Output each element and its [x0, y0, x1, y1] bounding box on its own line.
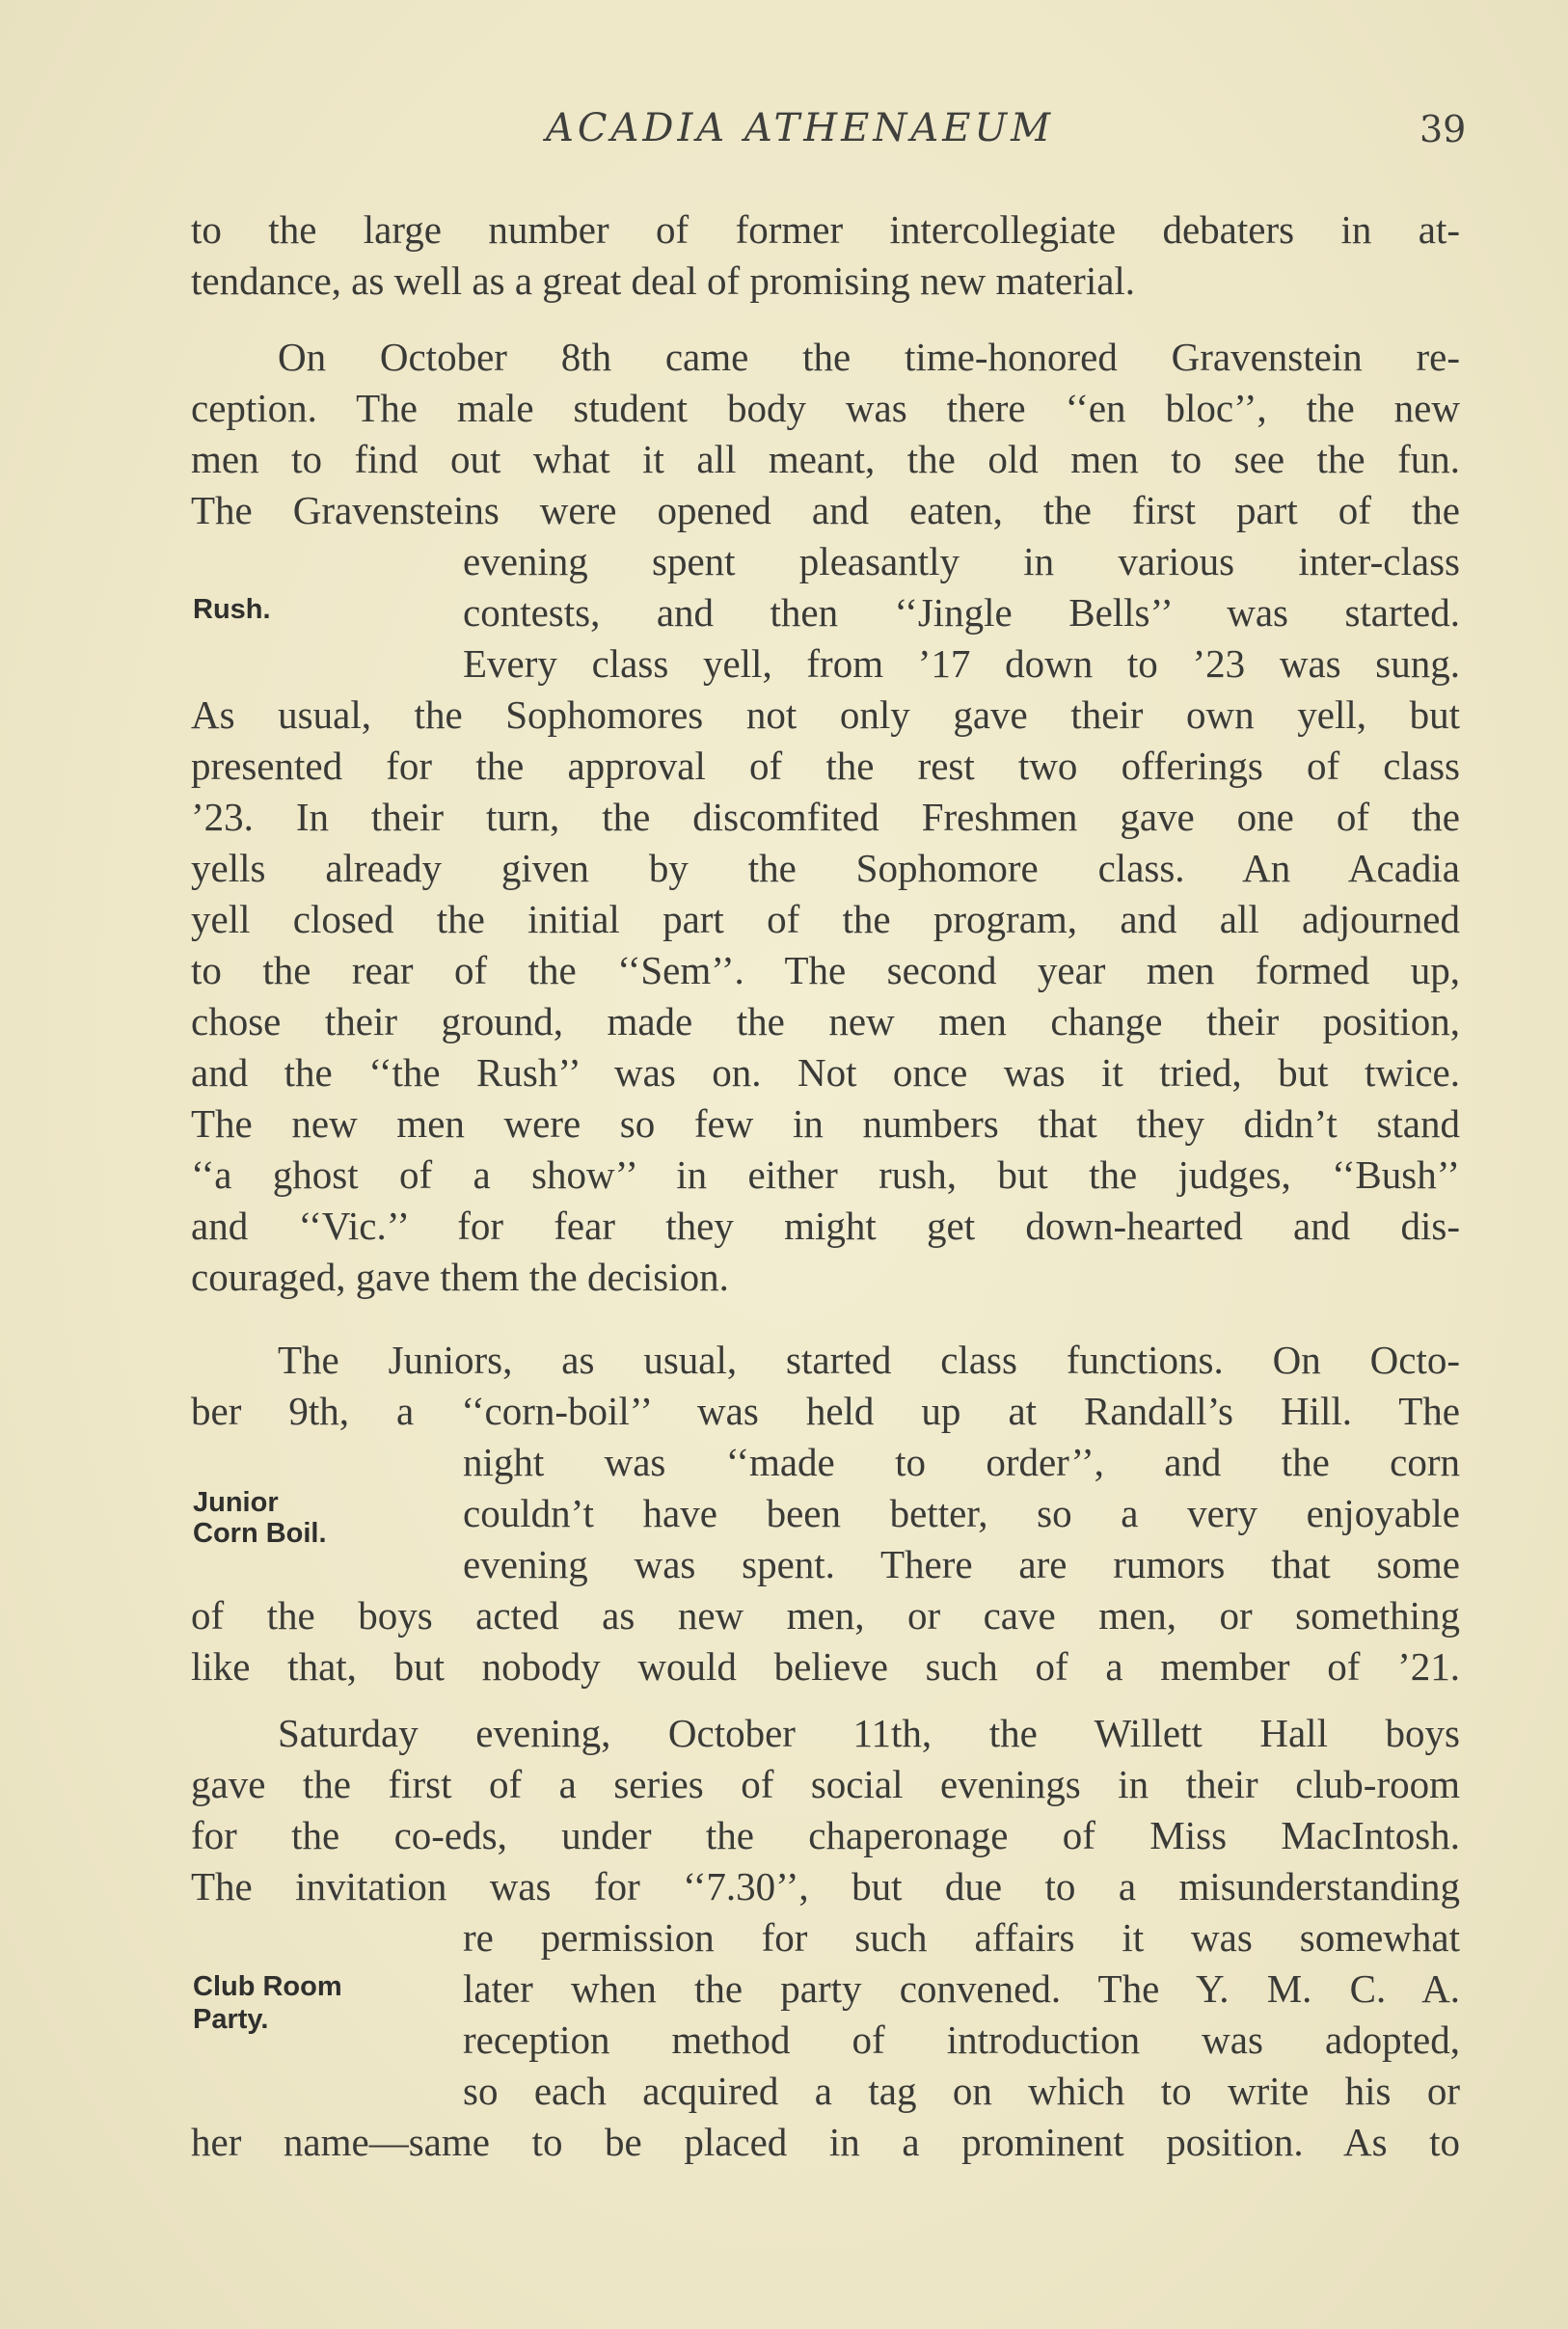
text-line: ception. The male student body was there ‘‘en bloc’’, the new [191, 386, 1460, 430]
text-line: The new men were so few in numbers that they didn’t stand [191, 1101, 1460, 1146]
text-line: The Juniors, as usual, started class functions. On Octo- [278, 1338, 1460, 1382]
text-line: presented for the approval of the rest two offerings of class [191, 744, 1460, 788]
text-line: Saturday evening, October 11th, the Willett Hall boys [278, 1711, 1460, 1755]
text-line: to the large number of former intercollegiate debaters in at- [191, 207, 1460, 252]
text-line: night was ‘‘made to order’’, and the corn [463, 1440, 1460, 1484]
text-line: and ‘‘Vic.’’ for fear they might get down-hearted and dis- [191, 1204, 1460, 1248]
text-line: tendance, as well as a great deal of promising new material. [191, 258, 1136, 303]
text-line: As usual, the Sophomores not only gave their own yell, but [191, 692, 1460, 737]
text-line: contests, and then ‘‘Jingle Bells’’ was started. [463, 590, 1460, 635]
text-line: ‘‘a ghost of a show’’ in either rush, but the judges, ‘‘Bush’’ [191, 1152, 1460, 1197]
text-line: gave the first of a series of social evenings in their club-room [191, 1762, 1460, 1806]
text-line: evening spent pleasantly in various inter-class [463, 539, 1460, 583]
text-line: On October 8th came the time-honored Gravenstein re- [278, 335, 1460, 379]
text-line: The Gravensteins were opened and eaten, the first part of the [191, 488, 1460, 532]
text-line: ber 9th, a ‘‘corn-boil’’ was held up at Randall’s Hill. The [191, 1389, 1460, 1433]
sidenote-junior: Junior [193, 1487, 279, 1518]
text-line: yells already given by the Sophomore class. An Acadia [191, 846, 1460, 890]
text-line: for the co-eds, under the chaperonage of Miss MacIntosh. [191, 1813, 1460, 1857]
page-header [0, 106, 1568, 164]
text-line: men to find out what it all meant, the old men to see the fun. [191, 437, 1460, 481]
text-line: her name—same to be placed in a prominent position. As to [191, 2120, 1460, 2164]
text-line: couldn’t have been better, so a very enjoyable [463, 1491, 1460, 1535]
text-line: couraged, gave them the decision. [191, 1255, 729, 1299]
text-line: re permission for such affairs it was somewhat [463, 1915, 1460, 1960]
text-line: yell closed the initial part of the program, and all adjourned [191, 897, 1460, 941]
sidenote-party: Party. [193, 2004, 269, 2035]
running-title: ACADIA ATHENAEUM [546, 106, 1055, 150]
text-line: and the ‘‘the Rush’’ was on. Not once was it tried, but twice. [191, 1050, 1460, 1095]
text-line: of the boys acted as new men, or cave men, or something [191, 1593, 1460, 1638]
text-line: ’23. In their turn, the discomfited Freshmen gave one of the [191, 795, 1460, 839]
text-line: like that, but nobody would believe such of a member of ’21. [191, 1644, 1460, 1689]
text-line: reception method of introduction was adopted, [463, 2018, 1460, 2062]
text-line: to the rear of the ‘‘Sem’’. The second year men formed up, [191, 948, 1460, 992]
sidenote-club-room: Club Room [193, 1971, 342, 2002]
text-line: The invitation was for ‘‘7.30’’, but due to a misunderstanding [191, 1864, 1460, 1909]
text-line: so each acquired a tag on which to write his or [463, 2069, 1460, 2113]
sidenote-corn-boil: Corn Boil. [193, 1518, 327, 1549]
sidenote-rush: Rush. [193, 594, 271, 625]
text-line: chose their ground, made the new men change their position, [191, 999, 1460, 1043]
text-line: evening was spent. There are rumors that some [463, 1542, 1460, 1586]
page-number: 39 [1419, 108, 1467, 150]
text-line: later when the party convened. The Y. M. C. A. [463, 1966, 1460, 2011]
text-line: Every class yell, from ’17 down to ’23 was sung. [463, 641, 1460, 686]
